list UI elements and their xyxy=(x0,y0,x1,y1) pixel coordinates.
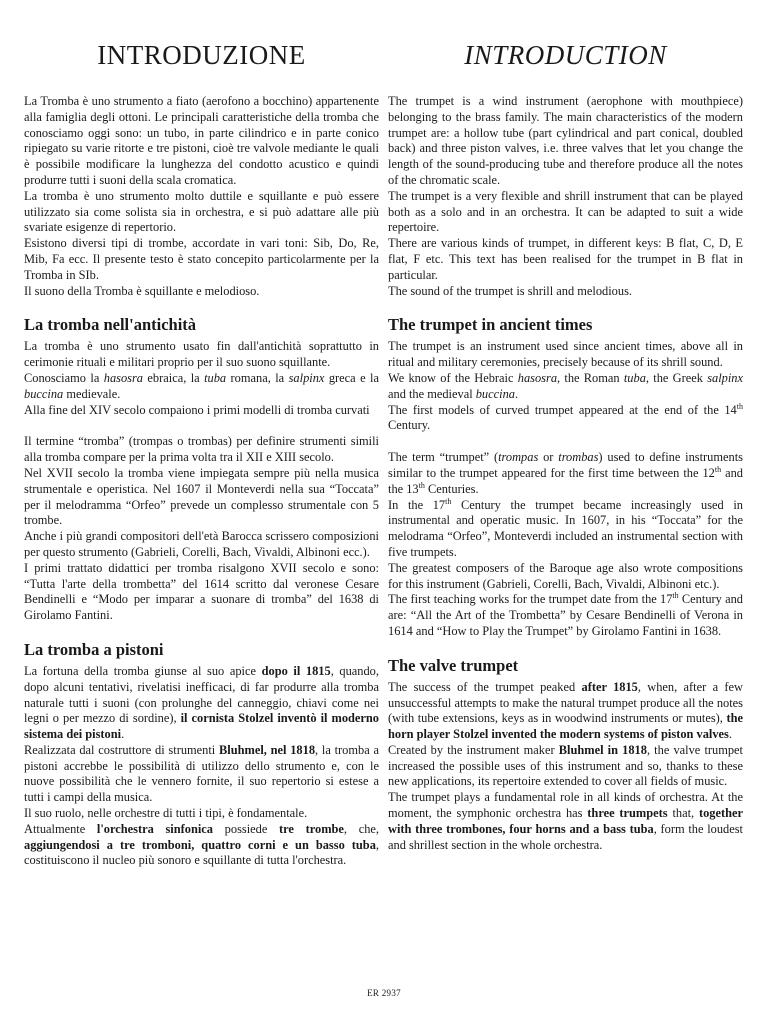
english-ancient-heading: The trumpet in ancient times xyxy=(388,315,593,335)
english-column xyxy=(388,38,743,869)
english-valve-heading: The valve trumpet xyxy=(388,655,519,675)
english-intro-p3: There are various kinds of trumpet, in different keys: B flat, C, D, E flat, F etc. This text has been realised for the trumpet in B flat in particular. xyxy=(388,236,743,282)
italian-title: INTRODUZIONE xyxy=(97,40,306,70)
page-footer: ER 2937 xyxy=(367,988,401,998)
english-term-p1: The term “trumpet” (trompas or trombas) used to define instruments similar to the trumpet appeared for the first time between the 12th and the 13th Centuries. xyxy=(388,450,743,496)
italian-valve-p3: Il suo ruolo, nelle orchestre di tutti i tipi, è fondamentale. xyxy=(24,806,308,821)
english-ancient-p2: We know of the Hebraic hasosra, the Roman tuba, the Greek salpinx and the medieval buccina. xyxy=(388,370,743,401)
italian-ancient-p2: Conosciamo la hasosra ebraica, la tuba romana, la salpinx greca e la buccina medievale. xyxy=(24,370,379,401)
italian-valve-section xyxy=(24,640,379,869)
italian-intro-p1: La Tromba è uno strumento a fiato (aerofono a bocchino) appartenente alla famiglia degli ottoni. Le principali caratteristiche della tromba che conosciamo oggi sono: un tubo, in parte cilindrico e in parte conico ripiegato su varie ritorte e tre pistoni, cioè tre valvole mediante le quali è possibile modificare la lunghezza del condotto acustico e quindi produrre tutti i suoni della scala cromatica. xyxy=(24,94,379,187)
italian-intro-p3: Esistono diversi tipi di trombe, accordate in vari toni: Sib, Do, Re, Mib, Fa ecc. Il presente testo è stato concepito particolarmente per la Tromba in SIb. xyxy=(24,236,379,282)
italian-intro-p4: Il suono della Tromba è squillante e melodioso. xyxy=(24,283,260,298)
italian-term-p2: Nel XVII secolo la tromba viene impiegata sempre più nella musica strumentale e operistica. Nel 1607 il Monteverdi nella sua “Toccata” per il melodramma “Orfeo” prevede un complesso strumentale con 5 trombe. xyxy=(24,465,379,528)
english-term-p3: The greatest composers of the Baroque age also wrote compositions for this instrument (Gabrieli, Corelli, Bach, Vivaldi, Albinoni etc.). xyxy=(388,560,743,591)
english-ancient-p3: The first models of curved trumpet appeared at the end of the 14th Century. xyxy=(388,401,743,433)
italian-valve-p2: Realizzata dal costruttore di strumenti Bluhmel, nel 1818, la tromba a pistoni accrebbe le possibilità di utilizzo dello strumento e, con le nuove possibilità che le vennero fornite, il suo repertorio si estese a tutti i campi della musica. xyxy=(24,742,379,805)
italian-ancient-p1: La tromba è uno strumento usato fin dall'antichità soprattutto in cerimonie rituali e militari proprio per il suo suono squillante. xyxy=(24,339,379,370)
english-valve-section xyxy=(388,656,743,854)
english-intro-section xyxy=(388,94,743,299)
english-title: INTRODUCTION xyxy=(464,40,667,70)
english-intro-p1: The trumpet is a wind instrument (aerophone with mouthpiece) belonging to the brass family. The main characteristics of the modern trumpet are: a hollow tube (part cylindrical and part conical, doubled back) and three piston valves, i.e. three valves that let you change the length of the sound-producing tube and therefore produce all the notes of the chromatic scale. xyxy=(388,94,743,187)
italian-term-p1: Il termine “tromba” (trompas o trombas) per definire strumenti simili alla tromba compare per la prima volta tra il XII e XIII secolo. xyxy=(24,434,379,465)
english-term-p4: The first teaching works for the trumpet date from the 17th Century and are: “All the Art of the Trombetta” by Cesare Bendinelli of Verona in 1614 and “How to Play the Trumpet” by Girolamo Fantini in 1638. xyxy=(388,591,743,638)
english-intro-p4: The sound of the trumpet is shrill and melodious. xyxy=(388,283,632,298)
italian-ancient-heading: La tromba nell'antichità xyxy=(24,315,197,335)
english-intro-p2: The trumpet is a very flexible and shrill instrument that can be played both as a solo and in an orchestra. It can be adapted to suit a wide repertoire. xyxy=(388,188,743,235)
italian-column xyxy=(24,38,379,885)
italian-ancient-section xyxy=(24,315,379,624)
english-valve-p2: Created by the instrument maker Bluhmel in 1818, the valve trumpet increased the possible uses of this instrument and so, thanks to these new applications, its repertoire extended to cover all fields of music. xyxy=(388,742,743,789)
italian-valve-p1: La fortuna della tromba giunse al suo apice dopo il 1815, quando, dopo alcuni tentativi, rivelatisi inefficaci, di far produrre alla tromba naturale tutti i suoni (con prolunghe del canneggio, chiavi come nei legni o per mezzo di sordine), il cornista Stolzel inventò il moderno sistema dei pistoni. xyxy=(24,663,379,742)
english-valve-p1: The success of the trumpet peaked after 1815, when, after a few unsuccessful attempts to make the natural trumpet produce all the notes (with tube extensions, keys as in woodwind instruments or mutes), the horn player Stolzel invented the modern systems of piston valves. xyxy=(388,679,743,742)
italian-ancient-p3: Alla fine del XIV secolo compaiono i primi modelli di tromba curvati xyxy=(24,402,370,417)
italian-valve-heading: La tromba a pistoni xyxy=(24,639,164,659)
english-ancient-section xyxy=(388,315,743,639)
italian-intro-section xyxy=(24,94,379,299)
english-valve-p3: The trumpet plays a fundamental role in all kinds of orchestra. At the moment, the symphonic orchestra has three trumpets that, together with three trombones, four horns and a bass tuba, form the loudest and shrillest section in the whole orchestra. xyxy=(388,790,744,852)
italian-valve-p4: Attualmente l'orchestra sinfonica possiede tre trombe, che, aggiungendosi a tre tromboni, quattro corni e un basso tuba, costituiscono il nucleo più sonoro e squillante di tutta l'orchestra. xyxy=(24,821,379,868)
english-ancient-p1: The trumpet is an instrument used since ancient times, above all in ritual and military ceremonies, precisely because of its shrill sound. xyxy=(388,339,743,370)
italian-term-p3: Anche i più grandi compositori dell'età Barocca scrissero composizioni per questo strumento (Gabrieli, Corelli, Bach, Vivaldi, Albinoni ecc.). xyxy=(24,529,379,559)
english-term-p2: In the 17th Century the trumpet became increasingly used in instrumental and operatic music. In 1607, in his “Toccata” for the melodrama “Orfeo”, Monteverdi included an instrumental section with five trumpets. xyxy=(388,496,743,559)
italian-intro-p2: La tromba è uno strumento molto duttile e squillante e può essere utilizzato sia come solista sia in orchestra, e si può adattare alle più svariate esigenze di repertorio. xyxy=(24,188,379,235)
italian-term-p4: I primi trattato didattici per tromba risalgono XVII secolo e sono: “Tutta l'arte della trombetta” del 1614 scritto dal veronese Cesare Bendinelli e “Modo per imparar a suonare di tromba” del 1638 di Girolamo Fantini. xyxy=(24,560,379,623)
